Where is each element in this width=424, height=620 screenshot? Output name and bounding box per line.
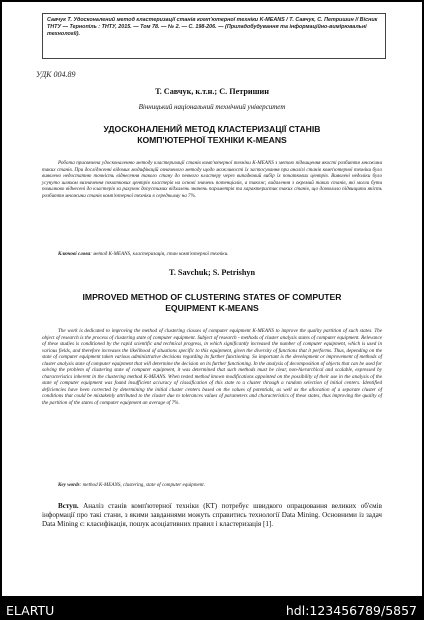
udk-code: УДК 004.89 xyxy=(36,70,76,79)
citation-header-box xyxy=(42,13,386,59)
introduction-text: Аналіз станів комп'ютерної техніки (КТ) потребує швидкого опрацювання великих об'ємів інформації про такі стани, з якими завданнями можуть справитись технології Data Mining. Основними із задач Data Mining є: класифікація, пошук асоціативних правил і кластеризація [1]. xyxy=(42,502,382,528)
keywords-english-label: Key words xyxy=(58,482,80,488)
abstract-ukrainian: Робота присвячена удосконаленню методу кластеризації станів комп'ютерної техніки K-MEANS з метою підвищення якості розбиття множини таких станів. При дослідженні відомих модифікацій означеного методу щодо можливості їх застосування при аналізі станів комп'ютерної техніки було виявлено недостатню точність віднесення такого стану до певного кластеру через випадковий вибір їх початкових центрів. Виявлені недоліки було усунуто шляхом визначення початкових центрів кластерів на основі значень потенціалів, а також; видалення з окремий таких станів, які могли бути помилково віднесені до кластерів за рахунок допустимих відхилень значень параметрів та характеристик таких станів, що дозволило підвищити якість розбиття множини станів комп'ютерної техніки в середньому на 7%. xyxy=(42,160,382,199)
authors-english: T. Savchuk; S. Petrishyn xyxy=(168,268,256,277)
title-english xyxy=(42,292,382,314)
keywords-ukrainian-label: Ключові слова xyxy=(58,251,91,257)
keywords-english-text: : method K-MEANS, clustering, state of computer equipment. xyxy=(79,482,205,488)
authors-ukrainian: Т. Савчук, к.т.н.; С. Петришин xyxy=(155,87,269,96)
affiliation: Вінницький національний технічний університет xyxy=(138,103,286,111)
title-ukrainian xyxy=(42,124,382,146)
title-ukrainian-line-2: КОМП'ЮТЕРНОЇ ТЕХНІКИ K-MEANS xyxy=(137,135,287,145)
keywords-ukrainian xyxy=(42,251,382,258)
title-ukrainian-line-1: УДОСКОНАЛЕНИЙ МЕТОД КЛАСТЕРИЗАЦІЇ СТАНІВ xyxy=(103,124,321,134)
document-page xyxy=(2,2,422,596)
abstract-english: The work is dedicated to improving the method of clustering classes of computer equipment K-MEANS to improve the quality partition of such states. The object of research is the process of clustering state of computer equipment. Subject of research - methods of cluster analysis states of computer equipment. Relevance of these studies is conditioned by the rapid scientific and technical progress, in which significantly increased the number of computer equipment, which is used in various fields, and therefore increases the likelihood of situations specific to this equipment, given the diversity of functions that it performs. Thus, depending on the state of computer equipment taken various administrative decisions regarding its further functioning. So important is the development or improvement of methods of cluster analysis state of computer equipment that will determine the decision on its further functioning. In the analysis of decomposition of objects that can be used for solving the problem of clustering state of computer equipment, it was determined that such methods must be clear, non-hierarchical and scalable, expressed by characteristics inherent in the clustering method K-MEANS. When tested method known modifications appointed on the possibility of their use in the analysis of the state of computer equipment was found insufficient accuracy of classification of this state to a cluster through a random selection of initial centers. Identified deficiencies have been corrected by determining the initial cluster centers based on the values of potentials, as well as the allocation of a separate cluster of conditions that could be mistakenly attributed to the cluster due to tolerances values of parameters and characteristics of these states, thus improving the quality of the partition of the states of computer equipment an average of 7%. xyxy=(42,328,382,406)
introduction-label: Вступ. xyxy=(58,502,79,510)
introduction-paragraph xyxy=(42,502,382,529)
title-english-line-1: IMPROVED METHOD OF CLUSTERING STATES OF COMPUTER xyxy=(82,292,342,302)
keywords-ukrainian-text: : метод K-MEANS, кластеризація, стан комп'ютерної техніки. xyxy=(90,251,229,257)
title-english-line-2: EQUIPMENT K-MEANS xyxy=(165,303,259,313)
repository-name: ELARTU xyxy=(6,603,55,618)
document-handle: hdl:123456789/5857 xyxy=(285,603,417,618)
keywords-english xyxy=(42,482,382,489)
citation-text: Савчук Т. Удосконалений метод кластеризації станів комп'ютерної техніки K-MEANS / Т. Савчук, С. Петришин // Вісник ТНТУ — Тернопіль : ТНТУ, 2015. — Том 78. — № 2. — С. 198-206. — (Приладобудування та інформаційно-вимірювальні технології). xyxy=(47,17,378,38)
